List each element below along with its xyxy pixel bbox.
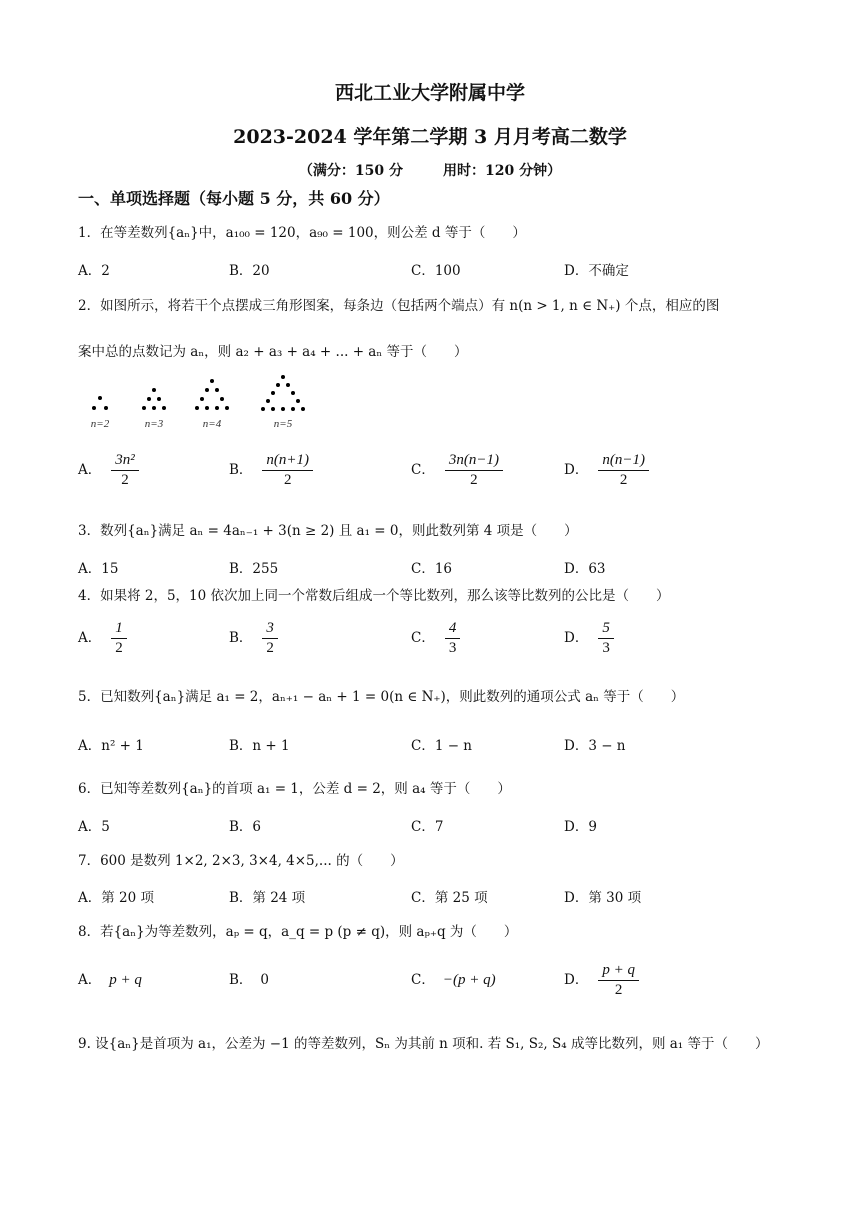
dot-triangle-n2 [80, 374, 120, 416]
q5-option-c: C．1 − n [411, 738, 473, 754]
triangle-dot-figures [78, 374, 318, 430]
dot-triangle-n4 [190, 374, 234, 416]
q6-option-b: B．6 [229, 819, 262, 835]
school-title: 西北工业大学附属中学 [334, 82, 525, 104]
q7-option-b: B．第 24 项 [229, 890, 306, 906]
question-4-text: 4．如果将 2，5，10 依次加上同一个常数后组成一个等比数列，那么该等比数列的公比是（ ） [78, 588, 670, 604]
q4-option-d: D． $\frac{5}{3}$ [564, 620, 614, 657]
question-5-options [78, 734, 798, 774]
q3-option-c: C．16 [411, 561, 453, 577]
question-8-options [78, 962, 798, 1008]
q8-option-d: D． $\frac{p + q}{2}$ [564, 962, 639, 999]
q5-option-a: A．n² + 1 [78, 738, 144, 754]
exam-title: 2023-2024 学年第二学期 3 月月考高二数学 [233, 126, 627, 148]
question-5-text: 5．已知数列{aₙ}满足 a₁ = 2，aₙ₊₁ − aₙ + 1 = 0(n ∈ N₊)，则此数列的通项公式 aₙ 等于（ ） [78, 689, 685, 705]
score-info: （满分：150 分 [298, 163, 403, 179]
question-2-text-line1: 2．如图所示，将若干个点摆成三角形图案，每条边（包括两个端点）有 n(n > 1, n ∈ N₊) 个点，相应的图 [78, 298, 720, 314]
q5-option-d: D．3 − n [564, 738, 626, 754]
question-4-options [78, 620, 798, 660]
q7-option-a: A．第 20 项 [78, 890, 155, 906]
figure-n2 [80, 374, 120, 430]
q3-option-d: D．63 [564, 561, 606, 577]
q7-option-d: D．第 30 项 [564, 890, 642, 906]
q2-option-a: A． $\frac{\text{3n²}}{2}$ [78, 452, 139, 489]
figure-n5 [254, 374, 312, 430]
question-6-text: 6．已知等差数列{aₙ}的首项 a₁ = 1，公差 d = 2，则 a₄ 等于（ ） [78, 781, 511, 797]
q3-option-b: B．255 [229, 561, 279, 577]
q4-option-c: C． $\frac{4}{3}$ [411, 620, 460, 657]
time-info: 用时：120 分钟） [443, 163, 562, 179]
figure-label: n=4 [202, 418, 222, 430]
question-9-text: 9. 设{aₙ}是首项为 a₁，公差为 −1 的等差数列，Sₙ 为其前 n 项和. 若 S₁, S₂, S₄ 成等比数列，则 a₁ 等于（ ） [78, 1036, 769, 1052]
q8-option-a: A． p + q [78, 972, 142, 988]
q2-option-b: B． $\frac{n(n+1)}{2}$ [229, 452, 313, 489]
q7-option-c: C．第 25 项 [411, 890, 488, 906]
section-heading: 一、单项选择题（每小题 5 分，共 60 分） [78, 189, 390, 208]
q1-option-a: A．2 [78, 263, 110, 279]
q4-option-b: B． $\frac{3}{2}$ [229, 620, 278, 657]
q8-option-c: C． −(p + q) [411, 972, 496, 988]
dot-triangle-n3 [134, 374, 174, 416]
q2-option-c: C． $\frac{3n(n-1)}{2}$ [411, 452, 503, 489]
figure-label: n=2 [90, 418, 110, 430]
q4-option-a: A． $\frac{1}{2}$ [78, 620, 127, 657]
question-2-text-line2: 案中总的点数记为 aₙ，则 a₂ + a₃ + a₄ + ... + aₙ 等于（ ） [78, 344, 468, 360]
figure-n3 [134, 374, 174, 430]
q6-option-d: D．9 [564, 819, 597, 835]
q8-option-b: B． 0 [229, 972, 270, 988]
question-7-text: 7．600 是数列 1×2, 2×3, 3×4, 4×5,... 的（ ） [78, 853, 404, 869]
q1-option-d: D．不确定 [564, 263, 629, 279]
question-1-text: 1．在等差数列{aₙ}中，a₁₀₀ = 120，a₉₀ = 100，则公差 d 等于（ ） [78, 225, 526, 241]
q1-option-c: C．100 [411, 263, 461, 279]
question-1-options [78, 259, 798, 299]
dot-triangle-n5 [254, 374, 312, 416]
q5-option-b: B．n + 1 [229, 738, 290, 754]
exam-info [0, 160, 860, 180]
figure-label: n=3 [144, 418, 164, 430]
q3-option-a: A．15 [78, 561, 119, 577]
q1-option-b: B．20 [229, 263, 270, 279]
figure-n4 [190, 374, 234, 430]
question-8-text: 8．若{aₙ}为等差数列，aₚ = q，a_q = p (p ≠ q)，则 aₚ₊q 为（ ） [78, 924, 518, 940]
question-3-text: 3．数列{aₙ}满足 aₙ = 4aₙ₋₁ + 3(n ≥ 2) 且 a₁ = 0，则此数列第 4 项是（ ） [78, 523, 578, 539]
q2-option-d: D． $\frac{n(n-1)}{2}$ [564, 452, 649, 489]
question-2-options [78, 452, 798, 492]
figure-label: n=5 [273, 418, 293, 430]
q6-option-a: A．5 [78, 819, 110, 835]
q6-option-c: C．7 [411, 819, 444, 835]
